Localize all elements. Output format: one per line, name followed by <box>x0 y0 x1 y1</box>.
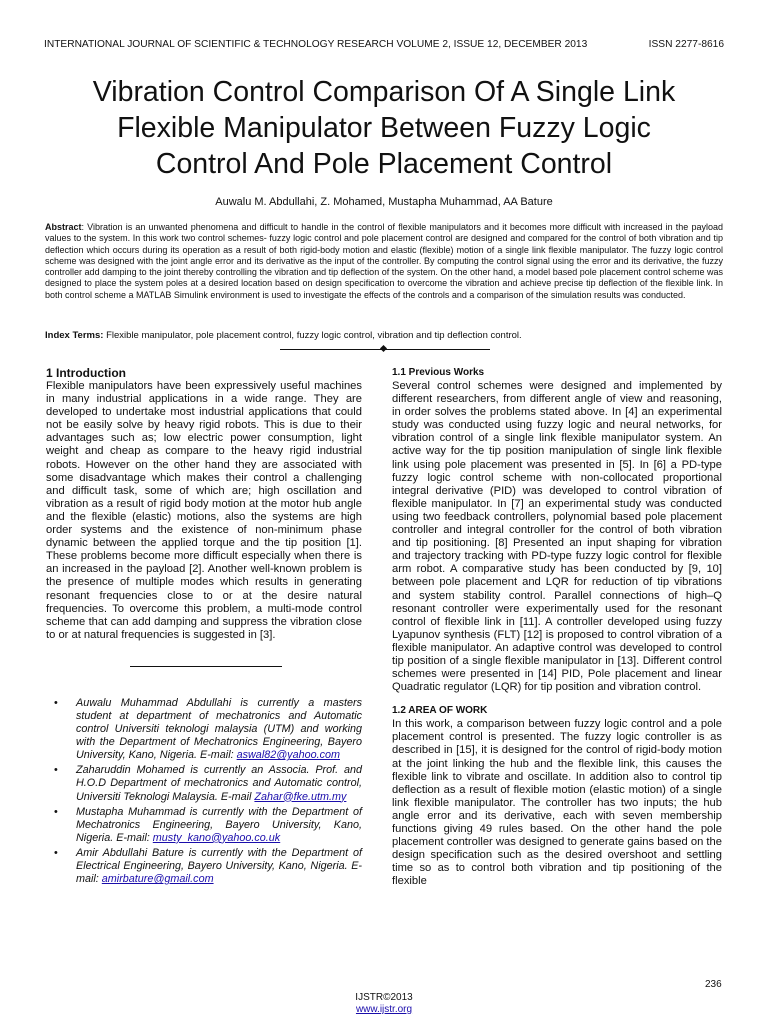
left-column <box>46 366 362 888</box>
bullet-icon: • <box>54 805 58 818</box>
affiliation-text: Amir Abdullahi Bature is currently with the Department of Electrical Engineering, Bayero University, Kano, Nigeria. E-mail: <box>76 846 362 886</box>
affiliation-text: Mustapha Muhammad is currently with the Department of Mechatronics Engineering, Bayero University, Kano, Nigeria. E-mail: <box>76 805 362 844</box>
journal-name: INTERNATIONAL JOURNAL OF SCIENTIFIC & TECHNOLOGY RESEARCH VOLUME 2, ISSUE 12, DECEMBER 2013 <box>44 39 588 50</box>
email-link[interactable]: Zahar@fke.utm.my <box>254 790 347 803</box>
affiliation-item <box>46 697 362 762</box>
footnote-rule <box>130 666 282 667</box>
footer-copyright: IJSTR©2013 <box>355 992 413 1003</box>
previous-works-paragraph: Several control schemes were designed and implemented by different researchers, from different angle of view and reasoning, in order solves the problems stated above. In [4] an experimental study was conducted using fuzzy logic and neural networks, for vibration control of a single link flexible manipulator system. An active way for the tip position manipulation of single link flexible link using pole placement was presented in [5]. In [6] a PD-type fuzzy logic control scheme with non-collocated proportional integral derivative (PID) was developed to control vibration of flexible manipulator. In [7] an experimental study was conducted using two feedback controllers, polynomial based pole placement controller and integral controller for the control of both vibration and tip positioning. [8] Presented an input shaping for vibration and trajectory tracking with PD-type fuzzy logic control for flexible arm robot. A comparative study has been conducted by [9, 10] between pole placement and LQR for reduction of tip vibrations and system stability control. Parallel connections of high–Q resonant controller were experimentally used for the resonant control of flexible link in [11]. A controller developed using fuzzy Lyapunov synthesis (FLT) [12] is proposed to control vibration of a flexible manipulator. An adaptive control was developed to control tip position of a single flexible manipulator in [13]. Different control schemes were presented in [14] PID, Pole placement and linear Quadratic regulator (LQR) for tip position and vibration control. <box>392 380 722 694</box>
page-footer <box>0 992 768 1016</box>
diamond-icon <box>380 345 387 352</box>
index-terms-label: Index Terms: <box>45 330 104 341</box>
email-link[interactable]: aswal82@yahoo.com <box>236 749 340 762</box>
abstract-label: Abstract <box>45 222 82 232</box>
issn: ISSN 2277-8616 <box>648 39 724 50</box>
index-terms <box>45 330 723 341</box>
affiliation-item <box>46 847 362 886</box>
author-affiliations <box>46 697 362 886</box>
bullet-icon: • <box>54 696 58 709</box>
abstract-text: : Vibration is an unwanted phenomena and difficult to handle in the control of flexible manipulators and it becomes more difficult with increased in the payload values to the system. In this work two control schemes- fuzzy logic control and pole placement control are designed and compared for the control of both vibration and tip deflection which occurs during its operation as a result of both rigid-body motion and elastic (flexible) motion of a single link flexible manipulator. The fuzzy logic control scheme was designed with the joint angle error and its derivative as the input of the controller. By computing the control signal using the error and its derivative, the fuzzy controller add damping to the joint thereby controlling the vibration and tip deflection of the system. On the other hand, a model based pole placement control scheme was designed to place the system poles at a desired location based on design specification to overcome the vibration and achieve precise tip deflection of the flexible link. In both control scheme a MATLAB Simulink environment is used to investigate the effects of the controls and a comparison of the simulation results was conducted. <box>45 222 723 300</box>
affiliation-item <box>46 806 362 845</box>
area-of-work-paragraph: In this work, a comparison between fuzzy logic control and a pole placement control is presented. The fuzzy logic controller is as described in [15], it is designed for the control of rigid-body motion at the joint linking the hub and the flexible link, this causes the flexible link to vibrate and oscillate. In addition also to control tip deflection as a result of flexible motion (elastic motion) of a single link flexible manipulator. The controller has two inputs; the hub angle error and its derivative, each with seven membership functions giving 49 rules based. On the other hand the pole placement controller was designed to generate gains based on the design specification such as the desired overshoot and settling time so as to control both vibration and tip positioning of the flexible <box>392 718 722 888</box>
index-terms-text: Flexible manipulator, pole placement control, fuzzy logic control, vibration and tip deflection control. <box>103 330 522 341</box>
right-column <box>392 366 722 888</box>
title-line-1: Vibration Control Comparison Of A Single Link <box>92 76 676 108</box>
bullet-icon: • <box>54 764 58 777</box>
section-divider <box>280 345 490 353</box>
footer-url-link[interactable]: www.ijstr.org <box>355 1004 413 1015</box>
title-line-3: Control And Pole Placement Control <box>155 148 613 180</box>
affiliation-text: Auwalu Muhammad Abdullahi is currently a masters student at department of mechatronics and Automatic control Universiti teknologi malaysia (UTM) and working with the Department of Mechatronics Engineering, Bayero University, Kano, Nigeria. E-mail: <box>76 696 362 762</box>
email-link[interactable]: musty_kano@yahoo.co.uk <box>152 831 281 844</box>
page-number: 236 <box>705 979 722 990</box>
paper-title <box>30 74 738 182</box>
affiliation-item <box>46 764 362 803</box>
bullet-icon: • <box>54 846 58 859</box>
title-line-2: Flexible Manipulator Between Fuzzy Logic <box>117 112 651 144</box>
affiliation-text: Zaharuddin Mohamed is currently an Associa. Prof. and H.O.D Department of mechatronics and Automatic control, Universiti Teknologi Malaysia. E-mail <box>76 764 362 803</box>
area-of-work-heading: 1.2 AREA OF WORK <box>392 705 488 717</box>
abstract <box>45 222 723 301</box>
intro-paragraph: Flexible manipulators have been expressively useful machines in many industrial applications in a wide range. They are developed to undertake most industrial applications that could not be easily solve by heavy rigid robots. This is due to their advantages such as; low electric power consumption, light weight and cheap as compare to the heavy rigid industrial robots. However on the other hand they are associated with some disadvantage which makes their control a challenging and difficult task, some of which are; high oscillation and vibration as a result of rigid body motion at the motor hub angle and the flexible (elastic) motions, also the systems are high order systems and the existence of non-minimum phase dynamic between the applied torque and the tip position [1]. These problems become more difficult especially when there is an increased in the payload [2]. Another well-known problem is the presence of multiple modes which results in generating resonant frequencies close to or at the desire natural frequencies. To overcome this problem, a multi-mode control scheme that can add damping and suppress the vibration close to or at natural frequencies is suggested in [3]. <box>46 380 362 641</box>
journal-header <box>44 39 724 53</box>
intro-heading: 1 Introduction <box>46 366 126 380</box>
previous-works-heading: 1.1 Previous Works <box>392 367 485 378</box>
author-list: Auwalu M. Abdullahi, Z. Mohamed, Mustapha Muhammad, AA Bature <box>215 196 553 208</box>
email-link[interactable]: amirbature@gmail.com <box>101 873 214 886</box>
